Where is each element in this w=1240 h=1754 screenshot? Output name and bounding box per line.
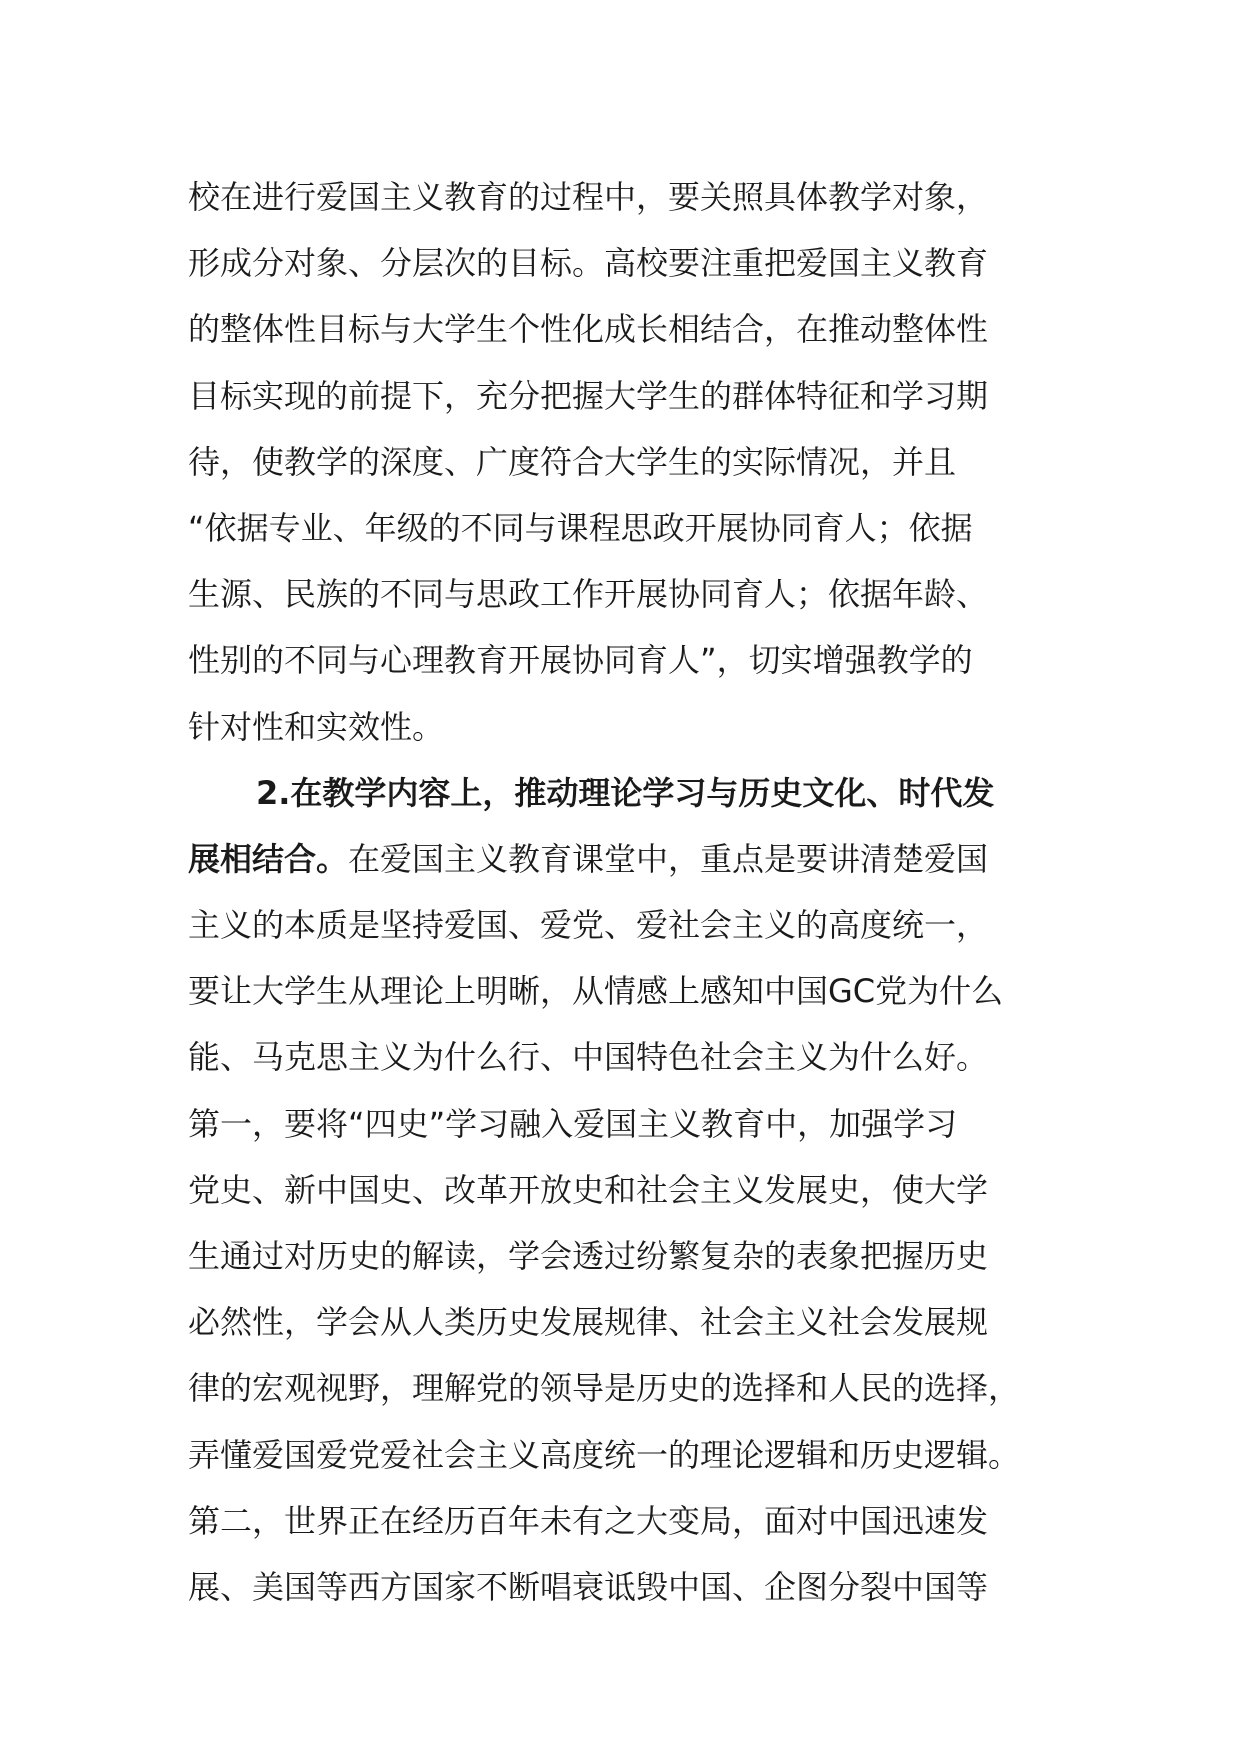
text-line: 党史、新中国史、改革开放史和社会主义发展史，使大学 [188, 1170, 989, 1209]
text-line: 针对性和实效性。 [188, 707, 445, 746]
text-line: 目标实现的前提下，充分把握大学生的群体特征和学习期 [188, 376, 989, 415]
paragraph-1 [188, 164, 1068, 760]
text-line: 主义的本质是坚持爱国、爱党、爱社会主义的高度统一， [188, 906, 989, 945]
text-line: 生源、民族的不同与思政工作开展协同育人；依据年龄、 [188, 575, 989, 614]
text-span: 在爱国主义教育课堂中，重点是要讲清楚爱国 [348, 839, 989, 878]
text-line [188, 826, 1068, 892]
text-line: 必然性，学会从人类历史发展规律、社会主义社会发展规 [188, 1303, 989, 1342]
text-line: 待，使教学的深度、广度符合大学生的实际情况，并且 [188, 442, 957, 481]
paragraph-2 [188, 760, 1068, 1620]
text-line: 弄懂爱国爱党爱社会主义高度统一的理论逻辑和历史逻辑。 [188, 1435, 1021, 1474]
text-line: 的整体性目标与大学生个性化成长相结合，在推动整体性 [188, 310, 989, 349]
text-line: 校在进行爱国主义教育的过程中，要关照具体教学对象， [188, 178, 989, 216]
text-line: 律的宏观视野，理解党的领导是历史的选择和人民的选择， [188, 1369, 1021, 1408]
text-line: 要让大学生从理论上明晰，从情感上感知中国GC党为什么 [188, 972, 1004, 1011]
text-line: 性别的不同与心理教育开展协同育人”，切实增强教学的 [188, 641, 973, 680]
document-body [188, 164, 1068, 1620]
section-heading: 2.在教学内容上，推动理论学习与历史文化、时代发 [256, 773, 995, 812]
text-line: 第二，世界正在经历百年未有之大变局，面对中国迅速发 [188, 1501, 989, 1540]
text-line: 第一，要将“四史”学习融入爱国主义教育中，加强学习 [188, 1104, 958, 1143]
text-line: 展、美国等西方国家不断唱衰诋毁中国、企图分裂中国等 [188, 1567, 989, 1606]
section-heading-end: 展相结合。 [188, 839, 349, 878]
text-line: 生通过对历史的解读，学会透过纷繁复杂的表象把握历史 [188, 1237, 989, 1275]
text-line: 形成分对象、分层次的目标。高校要注重把爱国主义教育 [188, 244, 989, 283]
text-line: 能、马克思主义为什么行、中国特色社会主义为什么好。 [188, 1038, 989, 1077]
text-line: “依据专业、年级的不同与课程思政开展协同育人；依据 [188, 508, 973, 547]
